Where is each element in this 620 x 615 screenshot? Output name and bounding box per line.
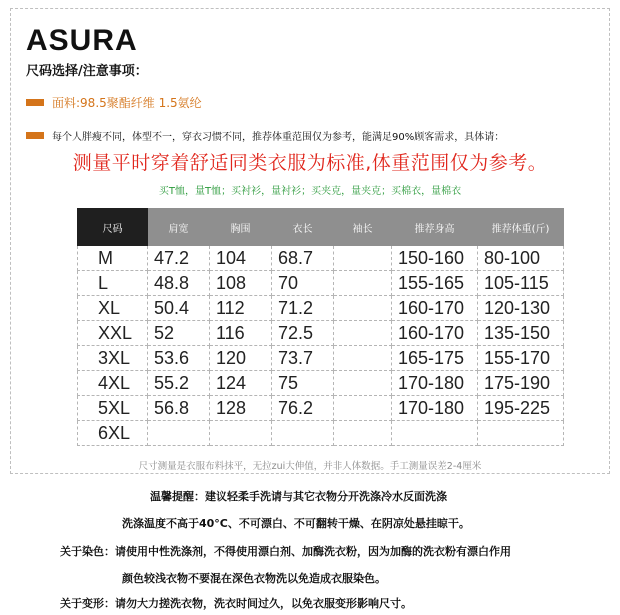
care-reminder: 温馨提醒：建议轻柔手洗请与其它衣物分开洗涤冷水反面洗涤 — [150, 490, 447, 503]
table-row — [78, 346, 564, 371]
chest-cell: 104 — [210, 246, 272, 271]
sleeve-cell — [334, 296, 392, 321]
chest-cell: 124 — [210, 371, 272, 396]
table-row — [78, 246, 564, 271]
weight-cell: 195-225 — [478, 396, 564, 421]
size-cell: XXL — [78, 321, 148, 346]
chest-cell: 116 — [210, 321, 272, 346]
height-cell — [392, 421, 478, 446]
shoulder-cell: 48.8 — [148, 271, 210, 296]
weight-cell: 80-100 — [478, 246, 564, 271]
height-cell: 165-175 — [392, 346, 478, 371]
size-cell: XL — [78, 296, 148, 321]
care-wash-temp: 洗涤温度不高于40°C、不可漂白、不可翻转干燥、在阴凉处悬挂晾干。 — [122, 517, 470, 530]
length-cell — [272, 421, 334, 446]
table-row — [78, 271, 564, 296]
header-shoulder: 肩宽 — [148, 209, 210, 246]
table-row — [78, 396, 564, 421]
weight-cell: 135-150 — [478, 321, 564, 346]
size-cell: 4XL — [78, 371, 148, 396]
fabric-line — [26, 94, 202, 111]
weight-cell: 155-170 — [478, 346, 564, 371]
height-cell: 160-170 — [392, 321, 478, 346]
shoulder-cell: 47.2 — [148, 246, 210, 271]
header-weight: 推荐体重(斤) — [478, 209, 564, 246]
header-sleeve: 袖长 — [334, 209, 392, 246]
orange-bar-icon — [26, 132, 44, 139]
sleeve-cell — [334, 271, 392, 296]
care-dye: 关于染色：请使用中性洗涤剂，不得使用漂白剂、加酶洗衣粉，因为加酶的洗衣粉有漂白作用 — [60, 545, 511, 558]
chest-cell — [210, 421, 272, 446]
weight-cell — [478, 421, 564, 446]
length-cell: 71.2 — [272, 296, 334, 321]
care-dye-detail: 颜色较浅衣物不要混在深色衣物洗以免造成衣服染色。 — [122, 572, 386, 585]
measurement-headline: 测量平时穿着舒适同类衣服为标准,体重范围仅为参考。 — [72, 152, 548, 174]
sleeve-cell — [334, 246, 392, 271]
shoulder-cell: 53.6 — [148, 346, 210, 371]
weight-cell: 175-190 — [478, 371, 564, 396]
weight-cell: 120-130 — [478, 296, 564, 321]
page-subtitle: 尺码选择/注意事项： — [26, 64, 148, 79]
chest-cell: 128 — [210, 396, 272, 421]
length-cell: 72.5 — [272, 321, 334, 346]
chest-cell: 112 — [210, 296, 272, 321]
weight-cell: 105-115 — [478, 271, 564, 296]
header-length: 衣长 — [272, 209, 334, 246]
sleeve-cell — [334, 371, 392, 396]
table-row — [78, 421, 564, 446]
length-cell: 73.7 — [272, 346, 334, 371]
size-cell: 5XL — [78, 396, 148, 421]
shoulder-cell — [148, 421, 210, 446]
header-size: 尺码 — [78, 209, 148, 246]
length-cell: 75 — [272, 371, 334, 396]
measurement-tip: 买T恤，量T恤；买衬衫，量衬衫；买夹克，量夹克；买棉衣，量棉衣 — [158, 186, 462, 197]
measurement-disclaimer: 尺寸测量是衣服布料抹平，无拉zui大伸值，并非人体数据。手工测量误差2-4厘米 — [138, 461, 482, 472]
length-cell: 76.2 — [272, 396, 334, 421]
height-cell: 170-180 — [392, 371, 478, 396]
height-cell: 160-170 — [392, 296, 478, 321]
sleeve-cell — [334, 396, 392, 421]
orange-bar-icon — [26, 99, 44, 106]
length-cell: 70 — [272, 271, 334, 296]
shoulder-cell: 50.4 — [148, 296, 210, 321]
chest-cell: 120 — [210, 346, 272, 371]
brand-logo-text: ASURA — [26, 24, 138, 57]
size-table — [77, 208, 564, 446]
header-chest: 胸围 — [210, 209, 272, 246]
care-deform: 关于变形：请勿大力搓洗衣物，洗衣时间过久，以免衣服变形影响尺寸。 — [60, 597, 412, 610]
sleeve-cell — [334, 346, 392, 371]
height-cell: 155-165 — [392, 271, 478, 296]
header-height: 推荐身高 — [392, 209, 478, 246]
size-cell: L — [78, 271, 148, 296]
size-cell: 6XL — [78, 421, 148, 446]
size-cell: 3XL — [78, 346, 148, 371]
size-cell: M — [78, 246, 148, 271]
size-table-header — [78, 209, 564, 246]
fabric-text: 面料:98.5聚酯纤维 1.5氨纶 — [52, 96, 202, 110]
chest-cell: 108 — [210, 271, 272, 296]
shoulder-cell: 55.2 — [148, 371, 210, 396]
height-cell: 170-180 — [392, 396, 478, 421]
shoulder-cell: 52 — [148, 321, 210, 346]
height-cell: 150-160 — [392, 246, 478, 271]
sleeve-cell — [334, 421, 392, 446]
table-row — [78, 296, 564, 321]
table-row — [78, 321, 564, 346]
sleeve-cell — [334, 321, 392, 346]
shoulder-cell: 56.8 — [148, 396, 210, 421]
length-cell: 68.7 — [272, 246, 334, 271]
fit-note-line — [26, 128, 504, 143]
fit-note-text: 每个人胖瘦不同，体型不一，穿衣习惯不同，推荐体重范围仅为参考，能满足90%顾客需求，具体请： — [52, 132, 505, 143]
table-row — [78, 371, 564, 396]
